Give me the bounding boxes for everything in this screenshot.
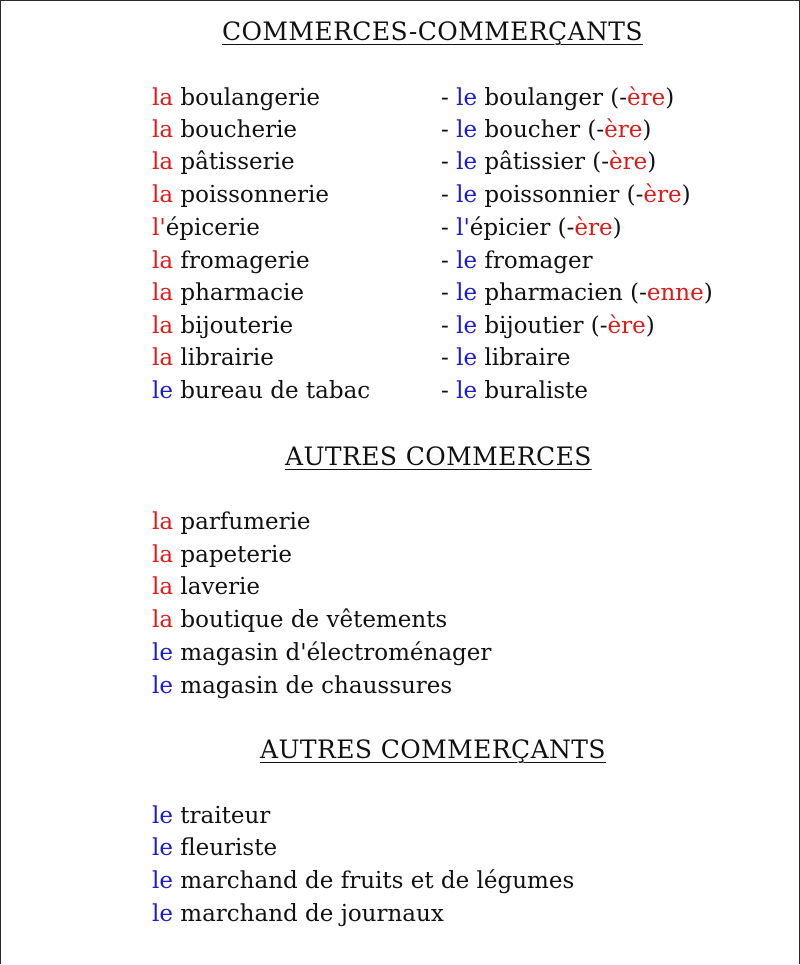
- article: le: [456, 182, 478, 208]
- list-item: [152, 639, 491, 667]
- item-word: traiteur: [180, 803, 271, 829]
- shopkeeper-entry: - le boucher (-ère): [441, 117, 652, 143]
- list-item: [152, 508, 311, 536]
- shopkeeper-entry: - le boulanger (-ère): [441, 85, 675, 111]
- shopkeeper-word: buraliste: [484, 378, 588, 404]
- list-item: [152, 900, 444, 928]
- item-word: parfumerie: [180, 509, 311, 535]
- shop-word: bureau de tabac: [180, 378, 371, 404]
- article: le: [152, 868, 173, 894]
- article: la: [152, 280, 174, 306]
- section-title-commerces-commercants: COMMERCES-COMMERÇANTS: [222, 17, 643, 46]
- article: le: [152, 835, 173, 861]
- feminine-ending: ère: [604, 117, 643, 143]
- section-title-autres-commercants: AUTRES COMMERÇANTS: [260, 735, 606, 764]
- article: la: [152, 117, 174, 143]
- shopkeeper-word: boulanger: [484, 85, 603, 111]
- article: le: [152, 378, 173, 404]
- shopkeeper-word: pâtissier: [484, 149, 585, 175]
- item-word: magasin d'électroménager: [180, 640, 492, 666]
- list-item: [152, 867, 574, 895]
- feminine-ending: ère: [627, 85, 666, 111]
- article: l': [152, 215, 166, 241]
- list-item: [152, 541, 292, 569]
- shopkeeper-word: fromager: [484, 248, 593, 274]
- shop-entry: [152, 214, 260, 242]
- list-item: [152, 802, 270, 830]
- shop-word: librairie: [180, 345, 274, 371]
- article: la: [152, 574, 174, 600]
- shop-entry: [152, 344, 274, 372]
- article: le: [456, 149, 478, 175]
- article: le: [456, 117, 478, 143]
- shop-word: poissonnerie: [180, 182, 329, 208]
- feminine-ending: ère: [574, 215, 613, 241]
- item-word: magasin de chaussures: [180, 673, 453, 699]
- shop-entry: [152, 84, 320, 112]
- article: la: [152, 509, 174, 535]
- feminine-ending: ère: [609, 149, 648, 175]
- article: le: [456, 280, 478, 306]
- shopkeeper-word: poissonnier: [484, 182, 620, 208]
- shopkeeper-entry: - le pharmacien (-enne): [441, 280, 713, 306]
- shopkeeper-word: boucher: [484, 117, 581, 143]
- article: la: [152, 149, 174, 175]
- article: le: [456, 248, 478, 274]
- article: la: [152, 182, 174, 208]
- article: la: [152, 345, 174, 371]
- article: le: [152, 640, 173, 666]
- article: la: [152, 85, 174, 111]
- list-item: [152, 672, 452, 700]
- shop-entry: [152, 279, 304, 307]
- shopkeeper-word: libraire: [484, 345, 571, 371]
- shop-word: fromagerie: [180, 248, 310, 274]
- shop-entry: [152, 148, 295, 176]
- shopkeeper-entry: - l'épicier (-ère): [441, 215, 622, 241]
- article: le: [152, 803, 173, 829]
- list-item: [152, 834, 277, 862]
- feminine-ending: ère: [607, 313, 646, 339]
- shopkeeper-entry: - le libraire: [441, 345, 571, 371]
- item-word: laverie: [180, 574, 261, 600]
- list-item: [152, 573, 260, 601]
- shop-word: épicerie: [165, 215, 260, 241]
- article: le: [456, 378, 478, 404]
- item-word: boutique de vêtements: [180, 607, 448, 633]
- shopkeeper-word: bijoutier: [484, 313, 584, 339]
- item-word: fleuriste: [180, 835, 278, 861]
- shop-word: boucherie: [180, 117, 298, 143]
- item-word: marchand de fruits et de légumes: [180, 868, 575, 894]
- shop-word: pharmacie: [180, 280, 305, 306]
- article: la: [152, 313, 174, 339]
- shop-entry: [152, 377, 370, 405]
- feminine-ending: ère: [643, 182, 682, 208]
- shopkeeper-entry: - le bijoutier (-ère): [441, 313, 655, 339]
- shop-word: bijouterie: [180, 313, 294, 339]
- item-word: papeterie: [180, 542, 292, 568]
- article: l': [456, 215, 470, 241]
- shop-entry: [152, 116, 297, 144]
- shopkeeper-entry: - le fromager: [441, 248, 593, 274]
- shopkeeper-word: pharmacien: [484, 280, 623, 306]
- shopkeeper-word: épicier: [469, 215, 551, 241]
- article: le: [152, 901, 173, 927]
- article: la: [152, 607, 174, 633]
- shopkeeper-entry: - le pâtissier (-ère): [441, 149, 657, 175]
- article: le: [456, 345, 478, 371]
- item-word: marchand de journaux: [180, 901, 444, 927]
- article: le: [456, 313, 478, 339]
- article: le: [456, 85, 478, 111]
- shopkeeper-entry: - le poissonnier (-ère): [441, 182, 691, 208]
- list-item: [152, 606, 447, 634]
- shop-word: boulangerie: [180, 85, 320, 111]
- shopkeeper-entry: - le buraliste: [441, 378, 588, 404]
- article: le: [152, 673, 173, 699]
- feminine-ending: enne: [646, 280, 704, 306]
- shop-entry: [152, 312, 293, 340]
- section-title-autres-commerces: AUTRES COMMERCES: [285, 442, 592, 471]
- shop-word: pâtisserie: [180, 149, 295, 175]
- shop-entry: [152, 181, 329, 209]
- article: la: [152, 542, 174, 568]
- shop-entry: [152, 247, 310, 275]
- article: la: [152, 248, 174, 274]
